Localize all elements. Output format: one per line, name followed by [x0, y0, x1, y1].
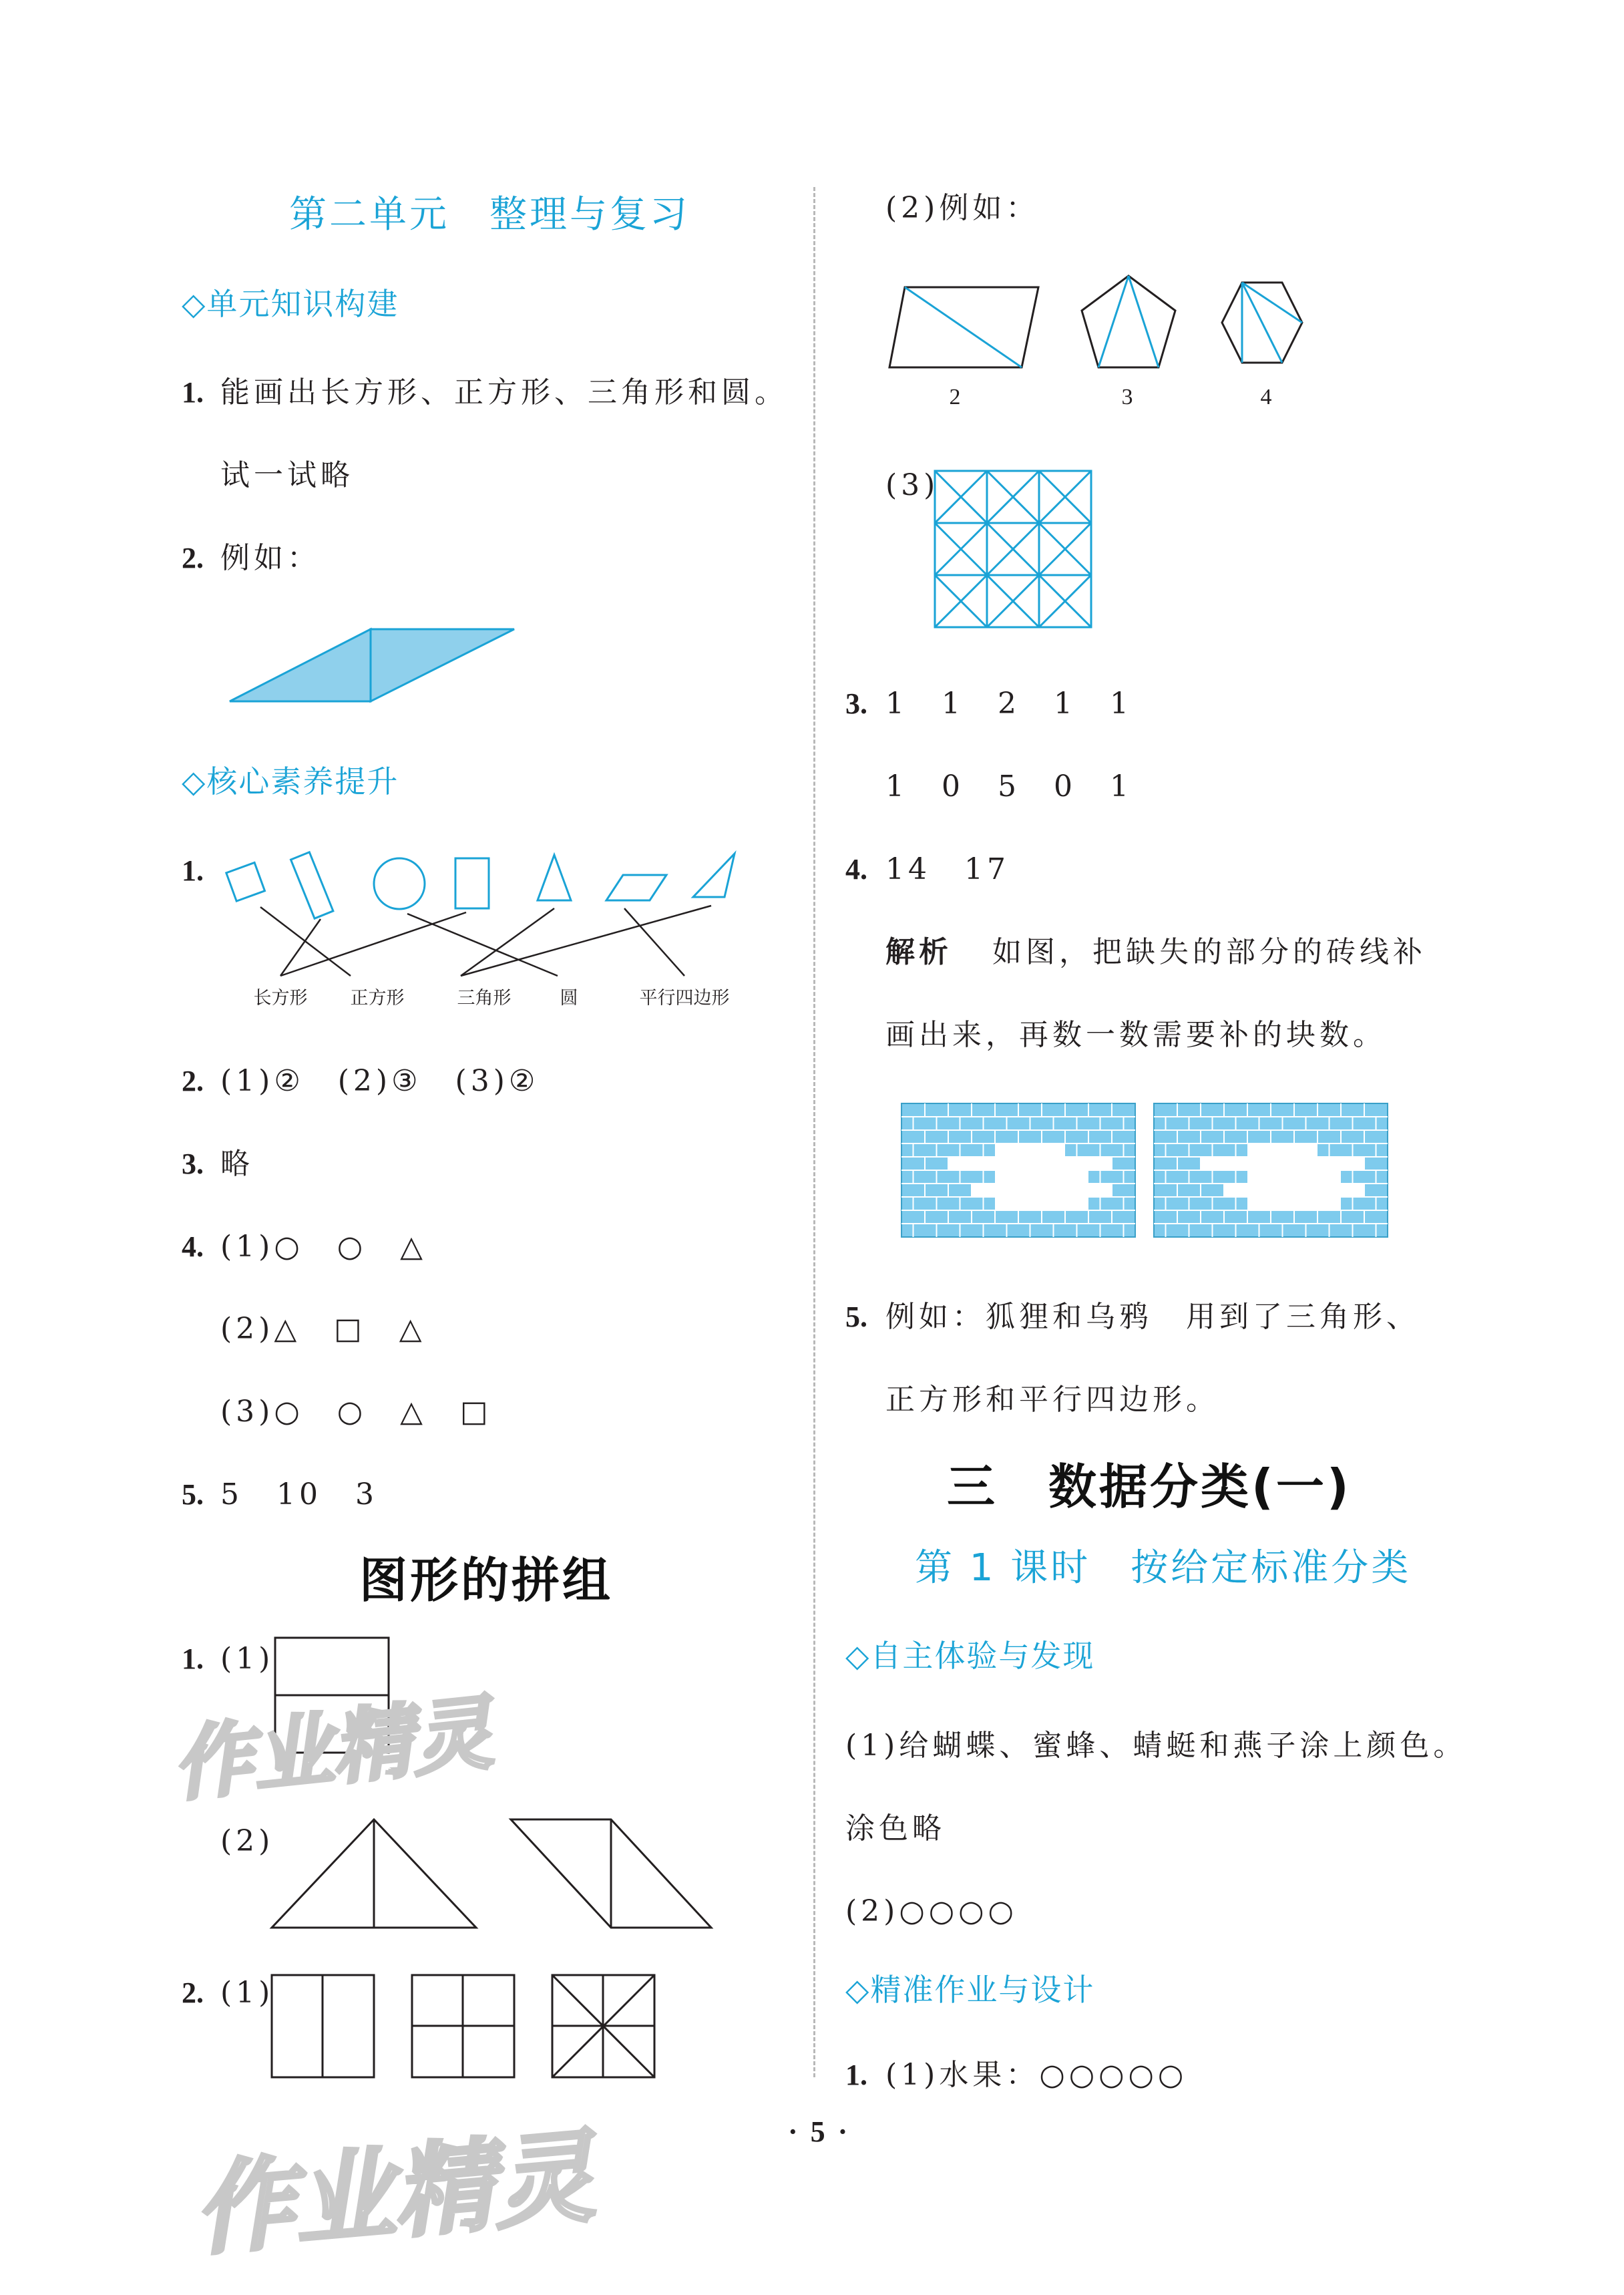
question-number: 2. — [182, 542, 204, 574]
answer-text: (2)△ □ △ — [220, 1312, 426, 1346]
section-heading-self: ◇自主体验与发现 — [845, 1638, 1095, 1674]
match-label: 正方形 — [350, 988, 405, 1009]
answer-text: 例如：狐狸和乌鸦 用到了三角形、 — [885, 1300, 1420, 1334]
answer-text: 1 0 5 0 1 — [885, 769, 1133, 804]
column-divider — [813, 187, 815, 2077]
rectangle-shape — [290, 852, 333, 918]
question-text: 能画出长方形、正方形、三角形和圆。 — [220, 375, 788, 409]
answer-text: (1)给蝴蝶、蜜蜂、蜻蜓和燕子涂上颜色。 — [845, 1729, 1467, 1763]
question-number: 5. — [845, 1300, 867, 1333]
section-heading-precise: ◇精准作业与设计 — [845, 1972, 1095, 2008]
match-label: 长方形 — [253, 988, 308, 1009]
question-number: 2. — [182, 1065, 204, 1097]
page-number: · 5 · — [788, 2115, 851, 2148]
brick-wall — [1154, 1103, 1388, 1237]
answer-text: 略 — [220, 1147, 254, 1181]
match-label: 三角形 — [457, 988, 512, 1009]
match-label: 圆 — [560, 988, 578, 1009]
polygon-label: 3 — [1121, 385, 1133, 409]
small-triangle-shape — [693, 854, 735, 897]
circle-shape — [374, 858, 425, 909]
parallelogram-shape — [606, 875, 666, 900]
chapter-title: 三 数据分类(一) — [947, 1459, 1352, 1515]
question-number: 2. — [182, 1976, 204, 2009]
answer-text: 1 1 2 1 1 — [885, 687, 1133, 721]
triangle-figures — [270, 1817, 725, 1930]
answer-text: 试一试略 — [220, 458, 354, 492]
sub-label: (1) — [220, 1642, 274, 1676]
watermark-logo: 作业精灵 — [189, 2119, 599, 2270]
question-number: 3. — [182, 1148, 204, 1180]
answer-text: 涂色略 — [845, 1811, 946, 1845]
sub-label: (1) — [220, 1976, 274, 2010]
section-heading-knowledge: ◇单元知识构建 — [182, 286, 399, 322]
question-number: 4. — [845, 853, 867, 886]
answer-text: (1)② (2)③ (3)② — [220, 1064, 540, 1098]
parallelogram-figure — [227, 628, 521, 708]
square-division-figures — [270, 1974, 671, 2081]
question-number: 1. — [182, 854, 204, 887]
sub-label: (2)例如： — [885, 191, 1040, 225]
analysis-text: 如图，把缺失的部分的砖线补 — [992, 935, 1426, 969]
square-shape — [226, 862, 265, 901]
question-text: 例如： — [220, 541, 321, 575]
analysis-text: 画出来，再数一数需要补的块数。 — [885, 1018, 1386, 1052]
grid-diagonal-figure — [934, 470, 1094, 630]
question-number: 1. — [182, 1642, 204, 1675]
brick-wall — [901, 1103, 1135, 1237]
watermark-logo: 作业精灵 — [168, 1687, 497, 1813]
section-title: 图形的拼组 — [359, 1552, 614, 1608]
sub-label: (2) — [220, 1824, 274, 1858]
section-heading-core: ◇核心素养提升 — [182, 763, 399, 800]
answer-text: 5 10 3 — [220, 1477, 378, 1512]
brick-wall-figures — [901, 1102, 1402, 1239]
question-number: 4. — [182, 1230, 204, 1263]
answer-text: (2)○○○○ — [845, 1894, 1018, 1928]
answer-text: 14 17 — [885, 852, 1010, 886]
analysis-label: 解析 — [885, 935, 952, 969]
triangle-shape — [538, 855, 571, 900]
question-number: 1. — [845, 2059, 867, 2091]
polygon-diagonal-figures — [888, 271, 1342, 417]
match-label: 平行四边形 — [639, 988, 730, 1009]
question-number: 5. — [182, 1478, 204, 1511]
polygon-label: 4 — [1260, 385, 1272, 409]
answer-text: (1)水果：○○○○○ — [885, 2058, 1188, 2092]
question-number: 3. — [845, 687, 867, 720]
lesson-title: 第 1 课时 按给定标准分类 — [915, 1546, 1412, 1590]
unit-title: 第二单元 整理与复习 — [289, 193, 690, 236]
question-number: 1. — [182, 376, 204, 409]
shape-matching-diagram — [220, 847, 755, 1007]
answer-text: 正方形和平行四边形。 — [885, 1383, 1219, 1417]
answer-text: (1)○ ○ △ — [220, 1230, 427, 1264]
answer-text: (3)○ ○ △ □ — [220, 1395, 492, 1429]
upright-rectangle-shape — [455, 858, 489, 908]
polygon-label: 2 — [949, 385, 961, 409]
sub-label: (3) — [885, 468, 940, 502]
